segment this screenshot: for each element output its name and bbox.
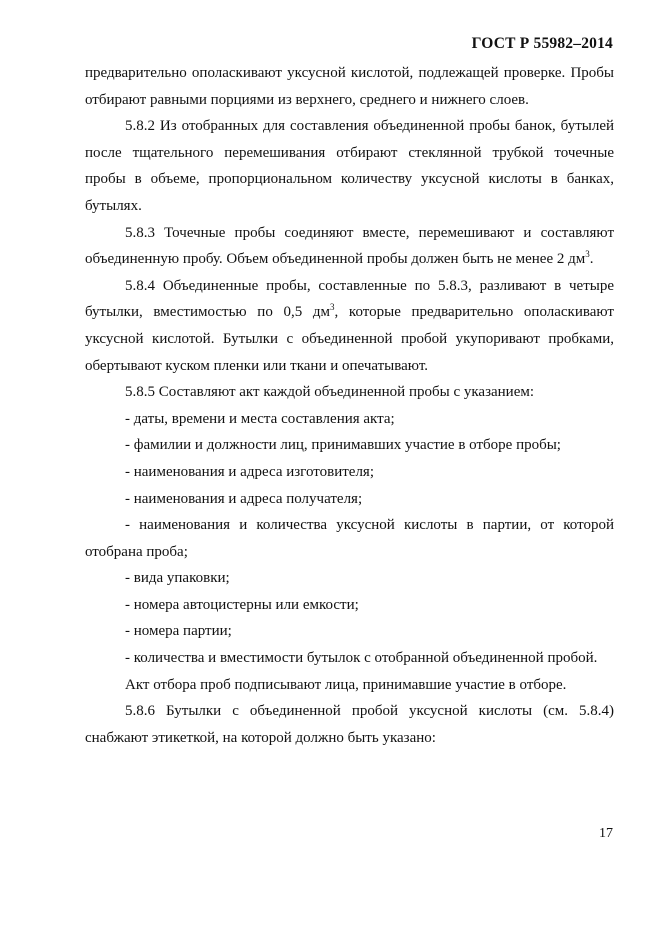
list-item: - номера автоцистерны или емкости; xyxy=(125,596,359,613)
document-header: ГОСТ Р 55982–2014 xyxy=(471,35,613,52)
paragraph-5-8-5: 5.8.5 Составляют акт каждой объединенной пробы с указанием: xyxy=(125,384,535,401)
list-item: - даты, времени и места составления акта; xyxy=(125,410,395,427)
list-item: - наименования и адреса изготовителя; xyxy=(125,463,374,480)
paragraph-tail: . xyxy=(589,251,594,268)
paragraph-5-8-6: 5.8.6 Бутылки с объединенной пробой уксусной кислоты (см. 5.8.4) снабжают этикеткой, на которой должно быть указано: xyxy=(85,703,614,746)
document-body xyxy=(85,60,614,751)
list-item: - вида упаковки; xyxy=(125,570,230,587)
paragraph-tail: , которые предварительно ополаскивают уксусной кислотой. Бутылки с объединенной пробой укупоривают пробками, обертывают куском пленки или ткани и опечатывают. xyxy=(85,304,614,374)
paragraph-text: 5.8.4 Объединенные пробы, составленные по 5.8.3, разливают в четыре бутылки, вместимостью по 0,5 дм xyxy=(85,277,614,321)
list-item: - фамилии и должности лиц, принимавших участие в отборе пробы; xyxy=(125,437,561,454)
list-item: - количества и вместимости бутылок с отобранной объединенной пробой. xyxy=(125,650,598,667)
paragraph-5-8-4 xyxy=(85,273,614,379)
list-item: - наименования и адреса получателя; xyxy=(125,490,363,507)
superscript: 3 xyxy=(330,302,335,313)
list-item: - наименования и количества уксусной кислоты в партии, от которой отобрана проба; xyxy=(85,517,614,560)
list-item: - номера партии; xyxy=(125,623,232,640)
page-number: 17 xyxy=(599,826,613,841)
paragraph-continuation: предварительно ополаскивают уксусной кислотой, подлежащей проверке. Пробы отбирают равными порциями из верхнего, среднего и нижнего слоев. xyxy=(85,65,614,108)
paragraph-5-8-3 xyxy=(85,220,614,273)
superscript: 3 xyxy=(585,249,590,260)
paragraph-text: 5.8.3 Точечные пробы соединяют вместе, перемешивают и составляют объединенную пробу. Объем объединенной пробы должен быть не менее 2 дм xyxy=(85,224,614,268)
paragraph-act-signing: Акт отбора проб подписывают лица, принимавшие участие в отборе. xyxy=(125,676,567,693)
paragraph-5-8-2: 5.8.2 Из отобранных для составления объединенной пробы банок, бутылей после тщательного перемешивания отбирают стеклянной трубкой точечные пробы в объеме, пропорциональном количеству уксусной кислоты в банках, бутылях. xyxy=(85,118,614,214)
